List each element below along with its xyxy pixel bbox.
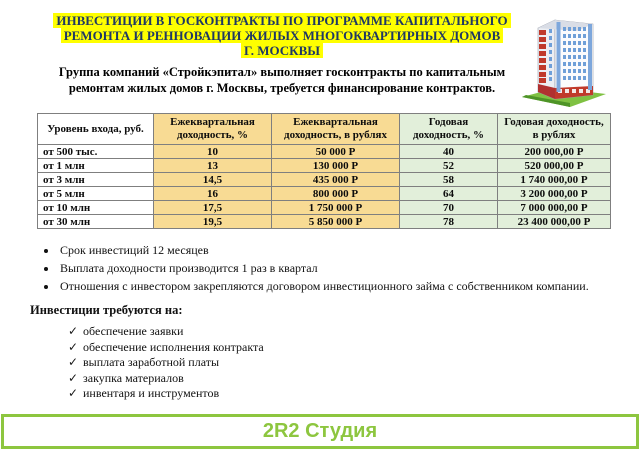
invest-checklist: [68, 324, 640, 402]
list-item: • Отношения с инвестором закрепляются договором инвестиционного займа с собственником компании.: [58, 279, 640, 294]
list-item: [68, 386, 640, 402]
header-quarterly-percent: Ежеквартальная доходность, %: [154, 114, 272, 145]
table-row: [38, 187, 611, 201]
checkmark-icon: ✓: [68, 370, 79, 385]
cell-y-rub: 200 000,00 Р: [498, 145, 611, 159]
table-row: [38, 201, 611, 215]
cell-y-rub: 23 400 000,00 Р: [498, 215, 611, 229]
checkmark-icon: ✓: [68, 339, 79, 354]
cell-entry: от 3 млн: [38, 173, 154, 187]
cell-q-pct: 14,5: [154, 173, 272, 187]
studio-label: 2R2 Студия: [262, 420, 378, 442]
cell-y-pct: 40: [400, 145, 498, 159]
invest-heading: Инвестиции требуются на:: [30, 303, 183, 317]
studio-banner: [1, 414, 639, 449]
cell-q-rub: 50 000 Р: [272, 145, 400, 159]
cell-y-rub: 1 740 000,00 Р: [498, 173, 611, 187]
cell-y-pct: 52: [400, 159, 498, 173]
header-entry-level: Уровень входа, руб.: [38, 114, 154, 145]
checkmark-icon: ✓: [68, 355, 79, 369]
list-item: [68, 371, 640, 387]
subtitle: [22, 64, 542, 96]
cell-entry: от 5 млн: [38, 187, 154, 201]
list-item: [68, 355, 640, 371]
apartment-building-icon: [518, 7, 610, 113]
checkmark-icon: ✓: [68, 324, 79, 338]
cell-entry: от 10 млн: [38, 201, 154, 215]
cell-q-rub: 130 000 Р: [272, 159, 400, 173]
checkmark-icon: ✓: [68, 386, 79, 400]
list-item: • Срок инвестиций 12 месяцев: [58, 243, 640, 258]
header-annual-rub: Годовая доходность, в рублях: [498, 114, 611, 145]
cell-q-rub: 435 000 Р: [272, 173, 400, 187]
checklist-label: обеспечение исполнения контракта: [83, 339, 264, 354]
cell-y-pct: 78: [400, 215, 498, 229]
title-line-3: Г. МОСКВЫ: [241, 43, 323, 58]
checklist-label: закупка материалов: [83, 370, 184, 385]
rates-table: [37, 113, 611, 229]
cell-q-rub: 800 000 Р: [272, 187, 400, 201]
cell-q-pct: 16: [154, 187, 272, 201]
cell-entry: от 1 млн: [38, 159, 154, 173]
cell-y-pct: 64: [400, 187, 498, 201]
checklist-label: обеспечение заявки: [83, 324, 184, 338]
cell-y-rub: 520 000,00 Р: [498, 159, 611, 173]
cell-q-pct: 13: [154, 159, 272, 173]
cell-q-rub: 1 750 000 Р: [272, 201, 400, 215]
terms-bullet-list: [58, 243, 640, 294]
page-title: [22, 43, 542, 58]
subtitle-line-2: ремонтам жилых домов г. Москвы, требуется финансирование контрактов.: [68, 81, 496, 95]
table-row: [38, 215, 611, 229]
page-title: [22, 28, 542, 43]
subtitle-line-1: Группа компаний «Стройкэпитал» выполняет госконтракты по капитальным: [58, 65, 506, 79]
cell-q-pct: 19,5: [154, 215, 272, 229]
list-item: [68, 324, 640, 340]
title-line-1: ИНВЕСТИЦИИ В ГОСКОНТРАКТЫ ПО ПРОГРАММЕ КАПИТАЛЬНОГО: [53, 13, 510, 28]
cell-entry: от 30 млн: [38, 215, 154, 229]
checklist-label: инвентаря и инструментов: [83, 386, 220, 400]
checklist-label: выплата заработной платы: [83, 355, 220, 369]
cell-q-pct: 10: [154, 145, 272, 159]
table-row: [38, 159, 611, 173]
header-annual-percent: Годовая доходность, %: [400, 114, 498, 145]
cell-entry: от 500 тыс.: [38, 145, 154, 159]
table-row: [38, 145, 611, 159]
cell-y-pct: 58: [400, 173, 498, 187]
cell-q-pct: 17,5: [154, 201, 272, 215]
table-header-row: [38, 114, 611, 145]
cell-y-pct: 70: [400, 201, 498, 215]
header-quarterly-rub: Ежеквартальная доходность, в рублях: [272, 114, 400, 145]
cell-q-rub: 5 850 000 Р: [272, 215, 400, 229]
cell-y-rub: 7 000 000,00 Р: [498, 201, 611, 215]
list-item: [68, 340, 640, 356]
header: [22, 0, 542, 96]
page-title: [22, 13, 542, 28]
cell-y-rub: 3 200 000,00 Р: [498, 187, 611, 201]
list-item: • Выплата доходности производится 1 раз в квартал: [58, 261, 640, 276]
table-row: [38, 173, 611, 187]
title-line-2: РЕМОНТА И РЕННОВАЦИИ ЖИЛЫХ МНОГОКВАРТИРНЫХ ДОМОВ: [61, 28, 504, 43]
